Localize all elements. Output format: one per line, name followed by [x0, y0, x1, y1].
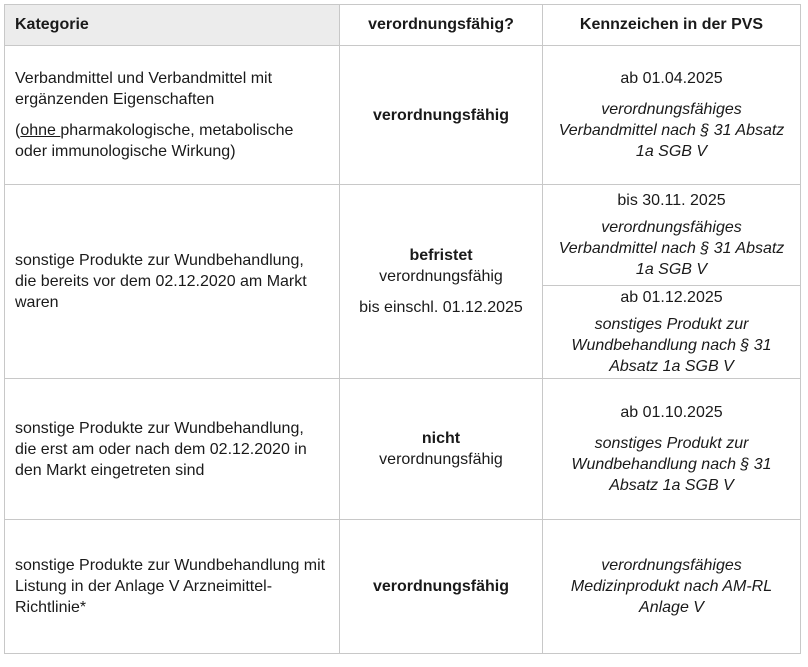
pvs-cell — [543, 379, 801, 520]
underlined-ohne: ohne — [20, 122, 61, 139]
category-text: Verbandmittel und Verbandmittel mit ergänzenden Eigenschaften — [15, 70, 273, 108]
pvs-cell — [543, 185, 801, 286]
table-row — [5, 379, 801, 520]
status-until: bis einschl. 01.12.2025 — [359, 299, 523, 316]
pvs-date: ab 01.12.2025 — [620, 289, 723, 306]
header-kategorie: Kategorie — [5, 5, 340, 46]
pvs-date: ab 01.04.2025 — [620, 70, 723, 87]
table-row — [5, 520, 801, 654]
status-text: verordnungsfähig — [372, 578, 509, 595]
pvs-cell — [543, 46, 801, 185]
status-text: verordnungsfähig — [372, 106, 509, 124]
pvs-date: bis 30.11. 2025 — [617, 192, 726, 209]
category-note: (ohne pharmakologische, metabolische oder immunologische Wirkung) — [15, 122, 294, 160]
pvs-label: verordnungsfähiges Verbandmittel nach § 31 Absatz 1a SGB V — [558, 101, 785, 160]
table-row — [5, 46, 801, 185]
pvs-date: ab 01.10.2025 — [620, 404, 723, 421]
pvs-label: verordnungsfähiges Verbandmittel nach § 31 Absatz 1a SGB V — [558, 219, 785, 278]
category-cell — [5, 185, 340, 379]
status-bold: befristet — [409, 247, 473, 264]
pvs-label: verordnungsfähiges Medizinprodukt nach AM-RL Anlage V — [570, 557, 773, 616]
pvs-label: sonstiges Produkt zur Wundbehandlung nach § 31 Absatz 1a SGB V — [571, 435, 772, 494]
table-row — [5, 185, 801, 286]
category-cell — [5, 520, 340, 654]
pvs-cell — [543, 520, 801, 654]
pvs-cell — [543, 286, 801, 379]
header-kennzeichen-pvs: Kennzeichen in der PVS — [543, 5, 801, 46]
category-cell — [5, 379, 340, 520]
category-cell — [5, 46, 340, 185]
category-text: sonstige Produkte zur Wundbehandlung, die bereits vor dem 02.12.2020 am Markt waren — [15, 252, 307, 311]
table-header-row — [5, 5, 801, 46]
status-cell — [340, 46, 543, 185]
pvs-label: sonstiges Produkt zur Wundbehandlung nach § 31 Absatz 1a SGB V — [571, 316, 772, 375]
status-cell — [340, 185, 543, 379]
status-rest: verordnungsfähig — [379, 451, 503, 468]
category-text: sonstige Produkte zur Wundbehandlung mit Listung in der Anlage V Arzneimittel-Richtlinie* — [15, 557, 326, 616]
status-cell — [340, 520, 543, 654]
header-verordnungsfaehig: verordnungsfähig? — [340, 5, 543, 46]
status-cell — [340, 379, 543, 520]
status-rest: verordnungsfähig — [379, 268, 503, 285]
status-bold: nicht — [421, 430, 461, 447]
wound-products-table — [4, 4, 801, 654]
category-text: sonstige Produkte zur Wundbehandlung, die erst am oder nach dem 02.12.2020 in den Markt eingetreten sind — [15, 419, 307, 479]
